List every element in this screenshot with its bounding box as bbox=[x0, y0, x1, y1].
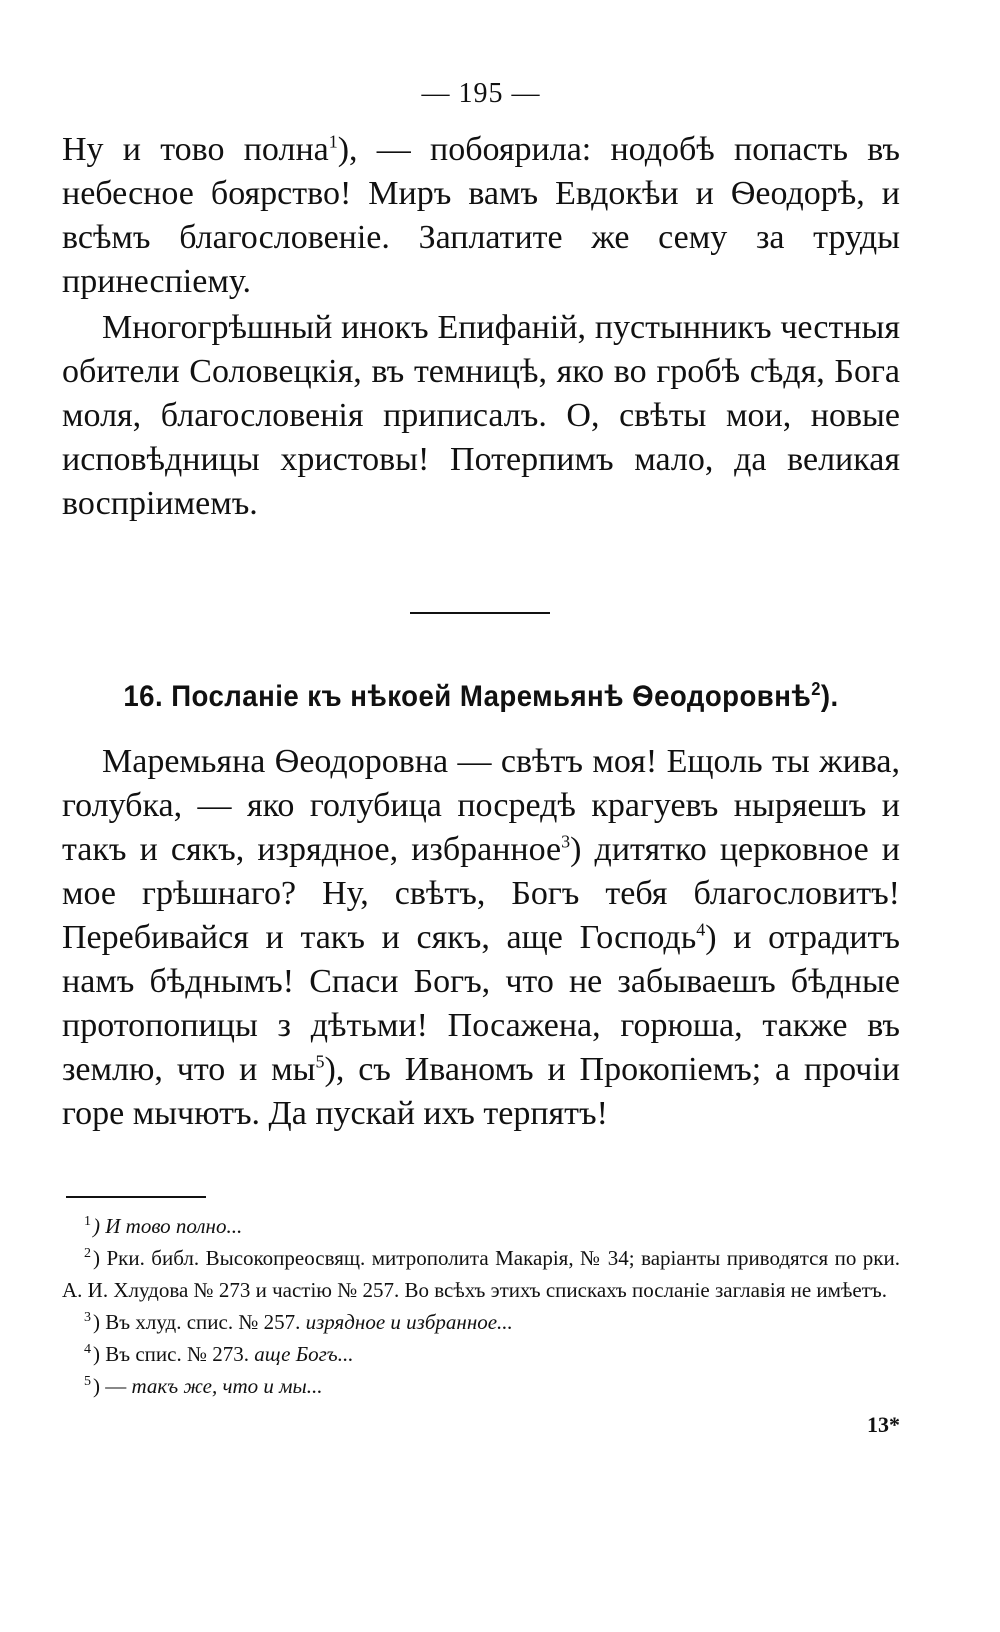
paragraph-1 bbox=[62, 128, 900, 304]
footnotes bbox=[62, 1210, 900, 1402]
footnote-quote: изрядное и избранное... bbox=[305, 1310, 513, 1334]
footnote-mark: 2 bbox=[84, 1246, 91, 1261]
footnote-text: ) Въ хлуд. спис. № 257. bbox=[93, 1310, 306, 1334]
paragraph-3 bbox=[62, 740, 900, 1136]
paragraph-1-text-a: Ну и тово полна bbox=[62, 131, 329, 168]
footnote-mark: 5 bbox=[84, 1374, 91, 1389]
section-divider bbox=[410, 612, 550, 614]
footnote-divider bbox=[66, 1196, 206, 1198]
footnote-text: ) Рки. библ. Высокопреосвящ. митрополита Макарія, № 34; варіанты приводятся по рки. А. И. Хлудова № 273 и частію № 257. Во всѣхъ этихъ спискахъ посланіе заглавія не имѣетъ. bbox=[62, 1246, 900, 1302]
paragraph-1-text-b: ), — побоярила: нодобѣ попасть въ небесное боярство! Миръ вамъ Евдокѣи и Ѳеодорѣ, и всѣмъ благословеніе. Заплатите же сему за труды принеспіему. bbox=[62, 131, 900, 300]
footnote-text: ) И тово полно... bbox=[93, 1214, 243, 1238]
footnote-quote: аще Богъ... bbox=[254, 1342, 354, 1366]
footnote-4 bbox=[62, 1338, 900, 1370]
footnote-text: ) Въ спис. № 273. bbox=[93, 1342, 255, 1366]
footnote-5 bbox=[62, 1370, 900, 1402]
section-heading bbox=[96, 680, 867, 714]
footnote-text: ) — bbox=[93, 1374, 132, 1398]
signature-mark: 13* bbox=[867, 1412, 900, 1437]
paragraph-3-text-b: ) дитятко церковное и мое грѣшнаго? Ну, свѣтъ, Богъ тебя благословитъ! Перебивайся и такъ и сякъ, аще Господь bbox=[62, 831, 901, 956]
footnote-2 bbox=[62, 1242, 900, 1306]
footnote-1 bbox=[62, 1210, 900, 1242]
paragraph-3-text-a: Маремьяна Ѳеодоровна — свѣтъ моя! Ещоль ты жива, голубка, — яко голубица посредѣ крагуевъ ныряешъ и такъ и сякъ, изрядное, избранное bbox=[62, 743, 900, 868]
paragraph-2: Многогрѣшный инокъ Епифаній, пустынникъ честныя обители Соловецкія, въ темницѣ, яко во гробѣ сѣдя, Бога моля, благословенія приписалъ. О, свѣты мои, новые исповѣдницы христовы! Потерпимъ мало, да великая воспріимемъ. bbox=[62, 309, 900, 522]
page-number: — 195 — bbox=[421, 78, 541, 109]
section-heading-text: 16. Посланіе къ нѣкоей Маремьянѣ Ѳеодоровнѣ bbox=[123, 680, 812, 713]
footnote-mark: 3 bbox=[84, 1310, 91, 1325]
paragraph-3-text-c: ) и отрадитъ намъ бѣднымъ! Спаси Богъ, что не забываешъ бѣдные протопопицы з дѣтьми! Посажена, горюша, также въ землю, что и мы bbox=[62, 919, 900, 1088]
footnote-mark: 1 bbox=[84, 1214, 91, 1229]
footnote-ref-5: 5 bbox=[315, 1051, 325, 1072]
section-heading-close: ). bbox=[820, 680, 839, 713]
paragraph-3-text-d: ), съ Иваномъ и Прокопіемъ; а прочіи горе мычютъ. Да пускай ихъ терпятъ! bbox=[62, 1051, 900, 1132]
footnote-3 bbox=[62, 1306, 900, 1338]
footnote-ref-4: 4 bbox=[696, 919, 706, 940]
footnote-quote: такъ же, что и мы... bbox=[131, 1374, 323, 1398]
footnote-ref-1: 1 bbox=[328, 131, 338, 152]
footnote-ref-3: 3 bbox=[561, 831, 571, 852]
footnote-ref-2: 2 bbox=[811, 679, 821, 699]
footnote-mark: 4 bbox=[84, 1342, 91, 1357]
